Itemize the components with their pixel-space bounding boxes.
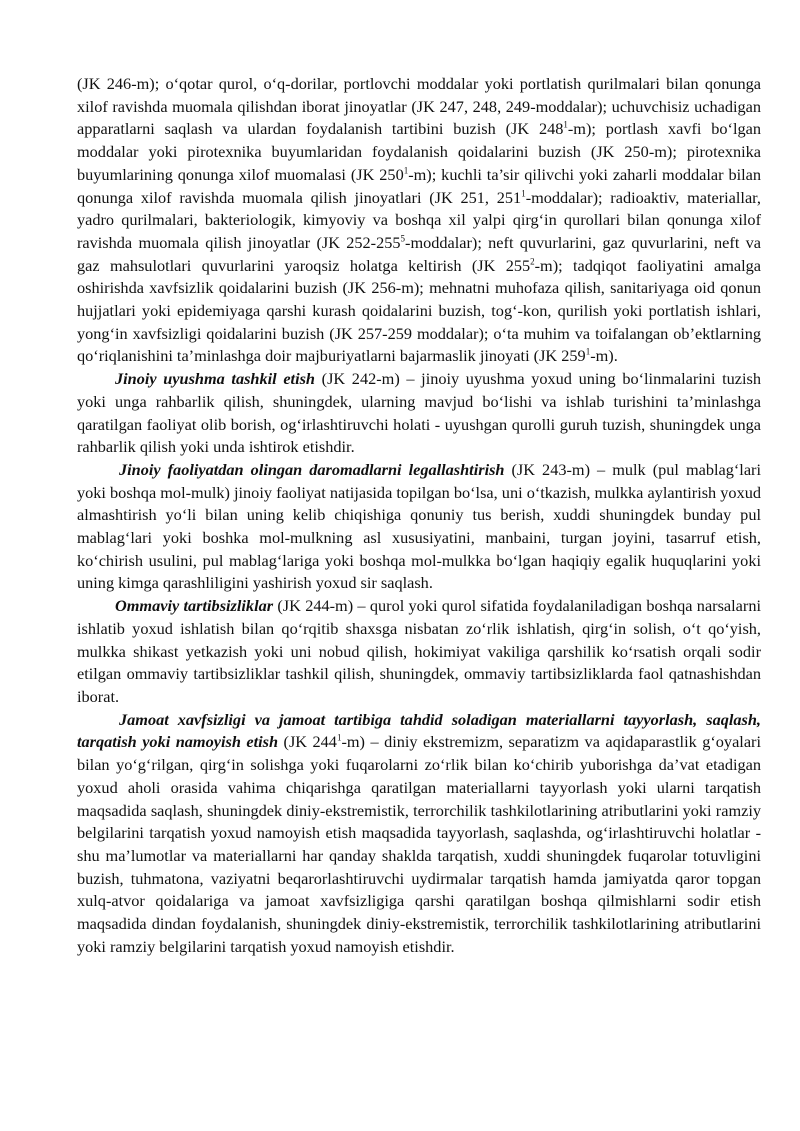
document-page [77,73,761,958]
superscript: 2 [530,256,535,267]
definition-text: (JK 243-m) – mulk (pul mablag‘lari yoki boshqa mol-mulk) jinoiy faoliyat natijasida topilgan bo‘lsa, uni o‘tkazish, mulkka aylantirish yoxud almashtirish yo‘li bilan uning kelib chiqishiga qonuniy tus berish, xuddi shuningdek bunday pul mablag‘lari yoki boshka mol-mulkning asl xususiyatini, manbaini, turgan joyini, tasarruf etish, ko‘chirish usulini, pul mablag‘lariga yoki boshqa mol-mulkka bo‘lgan haqiqiy egalik huquqlarini yoki uning kimga qarashliligini yashirish yoxud sir saqlash. [77,459,761,593]
text-run: -m); tadqiqot faoliyatini amalga oshirishda xavfsizlik qoidalarini buzish (JK 256-m); mehnatni muhofaza qilish, sanitariyaga oid qonun hujjatlari yoki epidemiyaga qarshi kurash qoidalarini buzish, tog‘-kon, qurilish yoki portlatish ishlari, yong‘in xavfsizligi qoidalarini buzish (JK 257-259 moddalar); o‘ta muhim va toifalangan ob’ektlarning qo‘riqlanishini ta’minlashga doir majburiyatlarni bajarmaslik jinoyati (JK 259 [77,255,761,366]
definition-text: (JK 244 [278,732,337,752]
paragraph-threat-materials [77,709,761,959]
text-run: -moddalar); neft quvurlarini, gaz quvurlarini, neft va gaz mahsulotlari quvurlarini yaroqsiz holatga keltirish (JK 255 [77,232,762,275]
text-run: -moddalar); radioaktiv, materiallar, yadro qurilmalari, bakteriologik, kimyoviy va boshqa xil yalpi qirg‘in qurollari bilan qonunga xilof ravishda muomala qilish jinoyatlar (JK 252-255 [77,187,762,252]
text-run: (JK 246-m); o‘qotar qurol, o‘q-dorilar, portlovchi moddalar yoki portlatish qurilmalari bilan qonunga xilof ravishda muomala qilishdan iborat jinoyatlar (JK 247, 248, 249-moddalar); uchuvchisiz uchadigan apparatlarni saqlash va ulardan foydalanish tartibini buzish (JK 248 [77,74,761,139]
paragraph-money-laundering [77,459,761,595]
text-run: -m); kuchli ta’sir qilivchi yoki zaharli moddalar bilan qonunga xilof ravishda muomala qilish jinoyatlari (JK 251, 251 [77,164,762,207]
definition-text: -m) – diniy ekstremizm, separatizm va aqidaparastlik g‘oyalari bilan yo‘g‘rilgan, qirg‘in solishga yoki fuqarolarni zo‘rlik bilan ko‘chirib yuborishga da’vat etadigan yoxud aholi orasida vahima chiqarishga qaratilgan materiallarni tayyorlash yoki ularni tarqatish maqsadida saqlash, shuningdek diniy-ekstremistik, terrorchilik tashkilotlarining atributlarini yoki ramziy belgilarini tarqatish yoxud namoyish etish maqsadida tayyorlash, saqlashda, og‘irlashtiruvchi holatlar - shu ma’lumotlar va materiallarni har qanday shaklda tarqatish, xuddi shuningdek fuqarolar totuvligini buzish, tuhmatona, vaziyatni beqarorlashtiruvchi uydirmalar tarqatish hamda jamiyatda qaror topgan xulq-atvor qoidalariga va jamoat xavfsizligiga qarshi qaratilgan boshqa qilmishlarni sodir etish maqsadida dindan foydalanish, shuningdek diniy-ekstremistik, terrorchilik tashkilotlarining atributlarini yoki ramziy belgilarini tarqatish yoxud namoyish etishdir. [77,732,761,956]
superscript: 5 [400,233,406,244]
text-run: -m). [590,346,618,366]
superscript: 1 [403,165,409,176]
superscript: 1 [336,732,342,743]
superscript: 1 [563,119,568,130]
superscript: 1 [521,188,526,199]
term-heading: Jinoiy faoliyatdan olingan daromadlarni legallashtirish [119,459,505,479]
term-heading: Ommaviy tartibsizliklar [115,596,274,616]
definition-text: (JK 242-m) – jinoiy uyushma yoxud uning bo‘linmalarini tuzish yoki unga rahbarlik qilish, shuningdek, ularning mavjud bo‘lishi va ishlab turishini ta’minlashga qaratilgan faoliyat olib borish, og‘irlashtiruvchi holati - uyushgan qurolli guruh tuzish, shuningdek unga rahbarlik qilish yoki unda ishtirok etishdir. [77,369,761,457]
term-heading: Jinoiy uyushma tashkil etish [115,369,315,389]
text-run: -m); portlash xavfi bo‘lgan moddalar yoki pirotexnika buyumlaridan foydalanish qoidalarini buzish (JK 250-m); pirotexnika buyumlarining qonunga xilof muomalasi (JK 250 [77,119,762,184]
superscript: 1 [585,347,591,358]
paragraph-criminal-association [77,368,761,459]
definition-text: (JK 244-m) – qurol yoki qurol sifatida foydalaniladigan boshqa narsalarni ishlatib yoxud ishlatish bilan qo‘rqitib shaxsga nisbatan zo‘rlik ishlatish, qirg‘in solish, o‘t qo‘yish, mulkka shikast yetkazish yoki uni nobud qilish, hokimiyat vakiliga qarshilik ko‘rsatish orqali sodir etilgan ommaviy tartibsizliklar tashkil qilish, shuningdek, ommaviy tartibsizliklarda faol qatnashishdan iborat. [77,596,761,706]
paragraph-mass-riots [77,595,761,709]
term-heading: Jamoat xavfsizligi va jamoat tartibiga tahdid soladigan materiallarni tayyorlash, saqlash, tarqatish yoki namoyish etish [77,709,761,752]
paragraph-crimes-list [77,73,761,368]
